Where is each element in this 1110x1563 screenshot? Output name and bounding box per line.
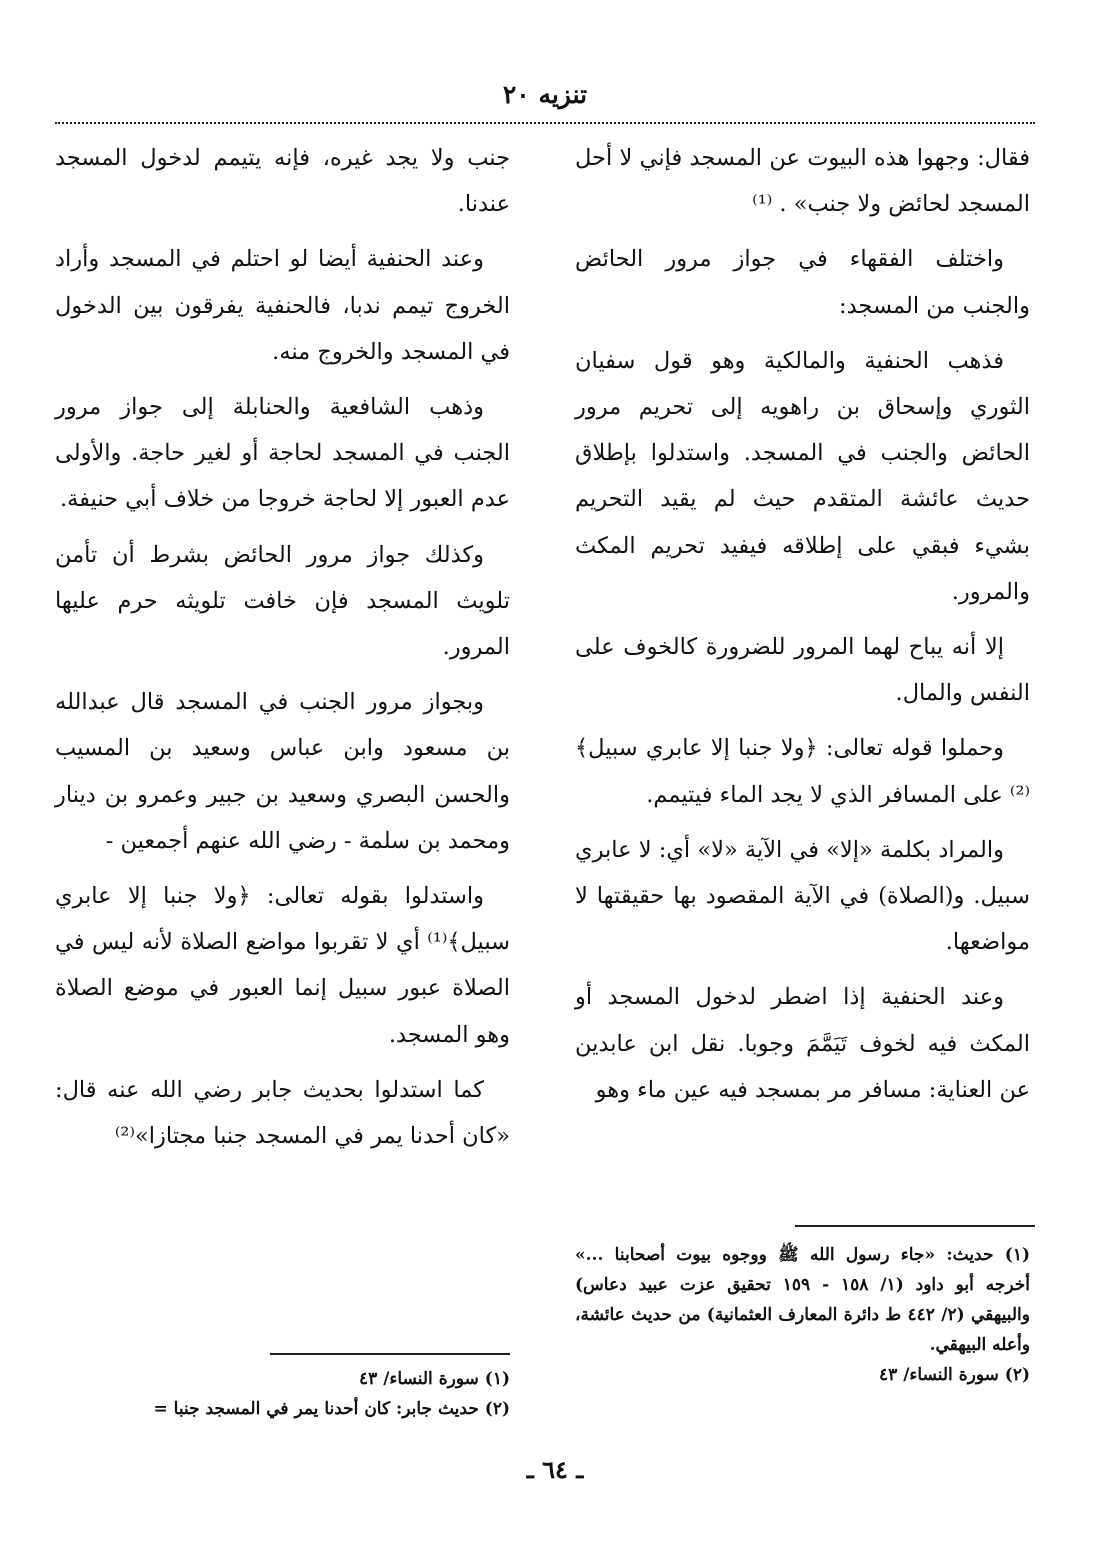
footnote-divider <box>270 1353 510 1355</box>
left-column <box>55 135 510 1168</box>
paragraph: واستدلوا بقوله تعالى: ﴿ولا جنبا إلا عابري سبيل﴾⁽¹⁾ أي لا تقربوا مواضع الصلاة لأنه ليس في الصلاة عبور سبيل إنما العبور في موضع الصلاة وهو المسجد. <box>55 883 510 1048</box>
paragraph: واختلف الفقهاء في جواز مرور الحائض والجنب من المسجد: <box>575 246 1030 319</box>
footnote: (٢) حديث جابر: كان أحدنا يمر في المسجد جنبا = <box>153 1399 510 1419</box>
paragraph: كما استدلوا بحديث جابر رضي الله عنه قال: «كان أحدنا يمر في المسجد جنبا مجتازا»⁽²⁾ <box>55 1076 510 1150</box>
page-header-title: تنزيه ٢٠ <box>502 80 588 109</box>
paragraph: فذهب الحنفية والمالكية وهو قول سفيان الثوري وإسحاق بن راهويه إلى تحريم مرور الحائض والجنب في المسجد. واستدلوا بإطلاق حديث عائشة المتقدم حيث لم يقيد التحريم بشيء فبقي على إطلاقه فيفيد تحريم المكث والمرور. <box>575 347 1030 605</box>
left-footnotes <box>55 1364 510 1424</box>
page-number: ـ ٦٤ ـ <box>526 1455 584 1484</box>
footnote: (٢) سورة النساء/ ٤٣ <box>879 1365 1030 1385</box>
paragraph: جنب ولا يجد غيره، فإنه يتيمم لدخول المسجد عندنا. <box>55 145 510 218</box>
paragraph: وعند الحنفية إذا اضطر لدخول المسجد أو المكث فيه لخوف تَيَمَّمَ وجوبا. نقل ابن عابدين عن العناية: مسافر مر بمسجد فيه عين ماء وهو <box>575 984 1030 1103</box>
right-column <box>575 135 1030 1122</box>
paragraph: والمراد بكلمة «إلا» في الآية «لا» أي: لا عابري سبيل. و(الصلاة) في الآية المقصود بها حقيقتها لا مواضعها. <box>575 836 1030 956</box>
paragraph: وعند الحنفية أيضا لو احتلم في المسجد وأراد الخروج تيمم ندبا، فالحنفية يفرقون بين الدخول في المسجد والخروج منه. <box>55 246 510 365</box>
paragraph: فقال: وجهوا هذه البيوت عن المسجد فإني لا أحل المسجد لحائض ولا جنب» . ⁽¹⁾ <box>575 145 1030 218</box>
paragraph: وبجواز مرور الجنب في المسجد قال عبدالله بن مسعود وابن عباس وسعيد بن المسيب والحسن البصري وسعيد بن جبير وعمرو بن دينار ومحمد بن سلمة - رضي الله عنهم أجمعين - <box>55 689 510 854</box>
paragraph: وحملوا قوله تعالى: ﴿ولا جنبا إلا عابري سبيل﴾⁽²⁾ على المسافر الذي لا يجد الماء فيتيمم. <box>575 735 1030 808</box>
footnote: (١) سورة النساء/ ٤٣ <box>359 1369 510 1389</box>
paragraph: وكذلك جواز مرور الحائض بشرط أن تأمن تلويث المسجد فإن خافت تلويثه حرم عليها المرور. <box>55 541 510 661</box>
paragraph: إلا أنه يباح لهما المرور للضرورة كالخوف على النفس والمال. <box>575 634 1030 707</box>
right-footnotes <box>575 1240 1030 1390</box>
footnote-divider <box>795 1225 1035 1227</box>
header-dotted-rule <box>55 122 1035 124</box>
footnote: (١) حديث: «جاء رسول الله ﷺ ووجوه بيوت أصحابنا ...» أخرجه أبو داود (١/ ١٥٨ - ١٥٩ تحقيق عزت عبيد دعاس) والبيهقي (٢/ ٤٤٢ ط دائرة المعارف العثمانية) من حديث عائشة، وأعله البيهقي. <box>575 1245 1030 1355</box>
paragraph: وذهب الشافعية والحنابلة إلى جواز مرور الجنب في المسجد لحاجة أو لغير حاجة. والأولى عدم العبور إلا لحاجة خروجا من خلاف أبي حنيفة. <box>55 394 510 513</box>
